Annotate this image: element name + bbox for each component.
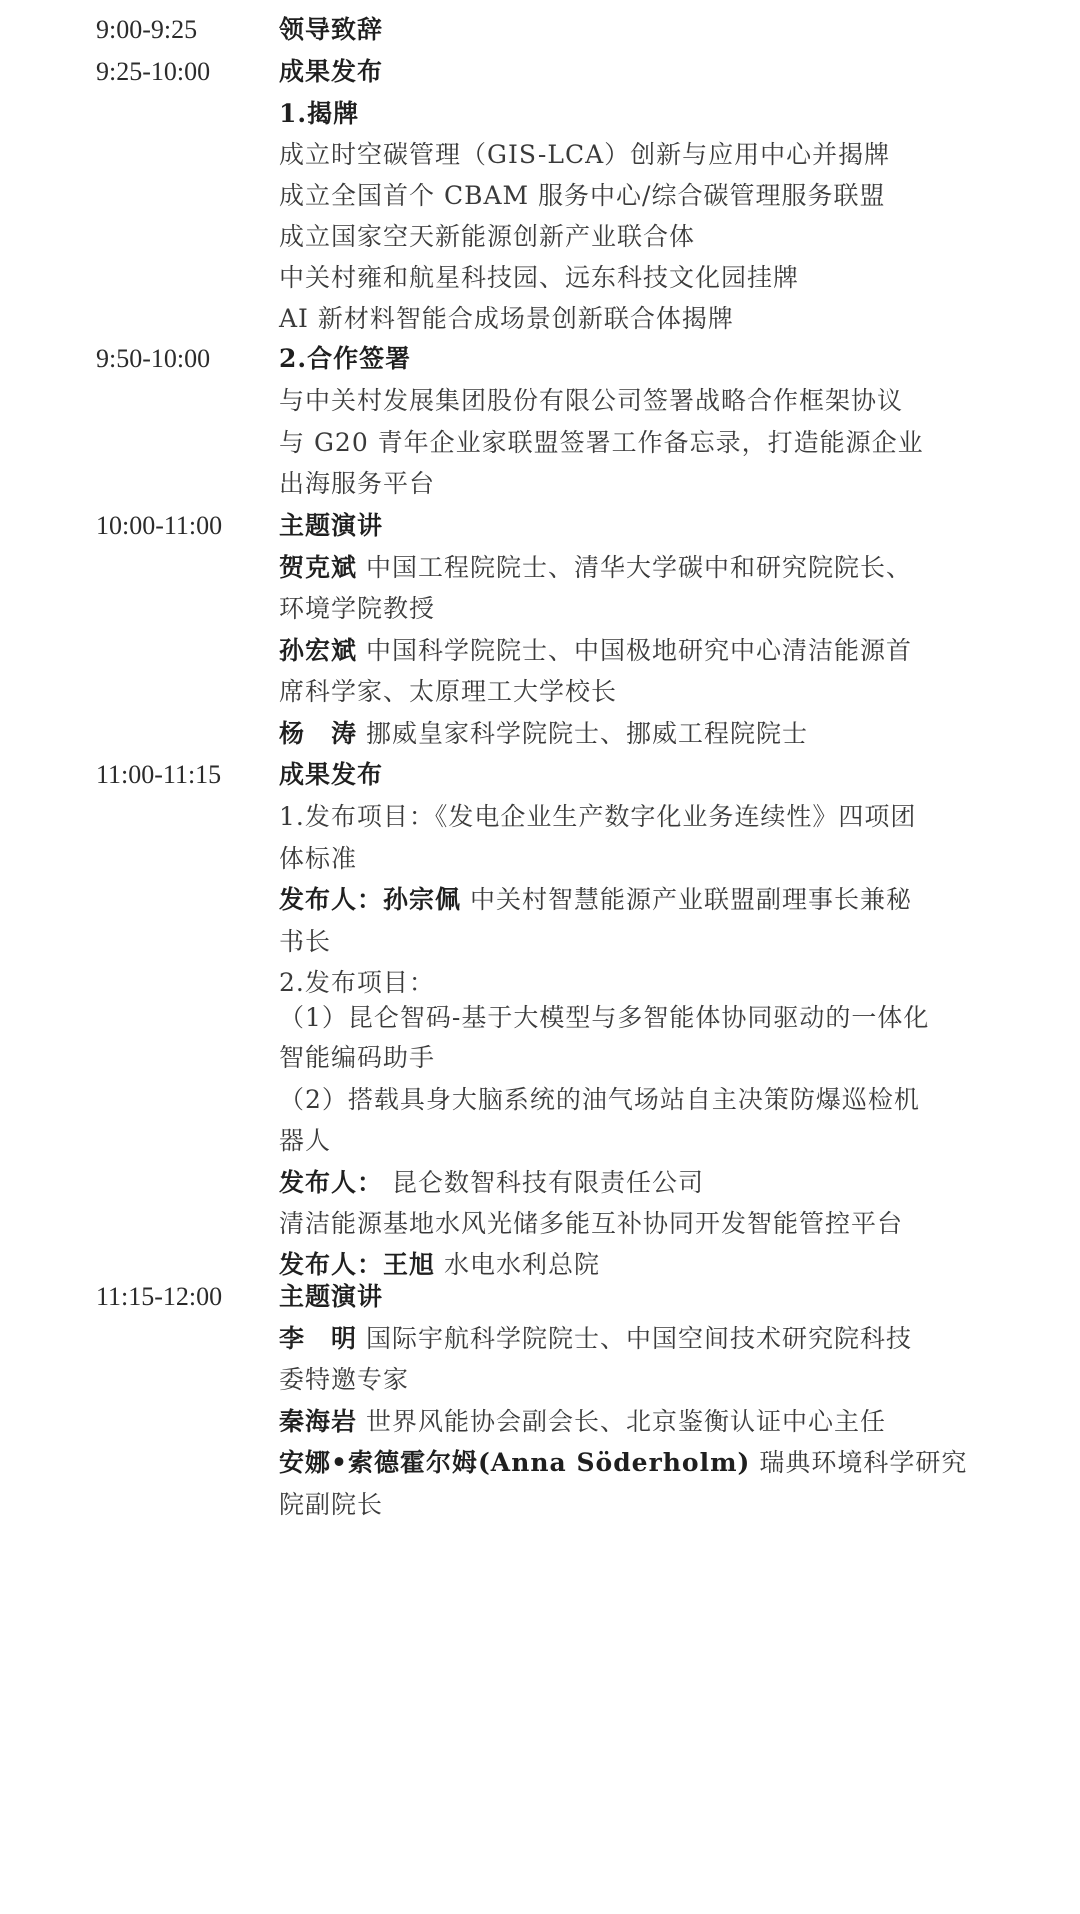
speaker-line xyxy=(279,714,808,754)
publisher-name: 发布人：孙宗佩 xyxy=(279,885,462,914)
speaker-name: 安娜•索德霍尔姆(Anna Söderholm) xyxy=(279,1448,751,1477)
publisher-line xyxy=(279,1163,704,1203)
session-time: 10:00-11:00 xyxy=(96,511,223,540)
session-time: 9:25-10:00 xyxy=(96,57,211,86)
speaker-name: 贺克斌 xyxy=(279,553,358,582)
agenda-item: 中关村雍和航星科技园、远东科技文化园挂牌 xyxy=(279,263,800,292)
speaker-title: 国际宇航科学院院士、中国空间技术研究院科技 xyxy=(365,1324,912,1353)
agenda-item: 与中关村发展集团股份有限公司签署战略合作框架协议 xyxy=(279,386,904,415)
speaker-title: 世界风能协会副会长、北京鉴衡认证中心主任 xyxy=(365,1407,886,1436)
agenda-item: 器人 xyxy=(279,1126,332,1155)
agenda-heading: 成果发布 xyxy=(279,57,384,86)
publisher-name: 发布人：王旭 xyxy=(279,1250,436,1279)
session-time: 9:00-9:25 xyxy=(96,15,198,44)
agenda-item: 与 G20 青年企业家联盟签署工作备忘录，打造能源企业 xyxy=(279,428,924,457)
speaker-name: 秦海岩 xyxy=(279,1407,358,1436)
publisher-title: 中关村智慧能源产业联盟副理事长兼秘 xyxy=(469,885,912,914)
agenda-heading: 主题演讲 xyxy=(279,511,384,540)
agenda-item: 院副院长 xyxy=(279,1490,384,1519)
agenda-item: （2）搭载具身大脑系统的油气场站自主决策防爆巡检机 xyxy=(279,1085,920,1114)
speaker-title: 中国工程院院士、清华大学碳中和研究院院长、 xyxy=(365,553,912,582)
speaker-name: 孙宏斌 xyxy=(279,636,358,665)
agenda-item: （1）昆仑智码-基于大模型与多智能体协同驱动的一体化 xyxy=(279,1003,930,1032)
agenda-heading: 成果发布 xyxy=(279,760,384,789)
agenda-item: 体标准 xyxy=(279,844,358,873)
agenda-item: 环境学院教授 xyxy=(279,594,436,623)
agenda-item: 智能编码助手 xyxy=(279,1043,436,1072)
agenda-item: 2.发布项目： xyxy=(279,968,435,997)
speaker-line xyxy=(279,548,912,588)
agenda-item: 出海服务平台 xyxy=(279,469,436,498)
agenda-item: 书长 xyxy=(279,927,332,956)
session-time: 11:00-11:15 xyxy=(96,760,222,789)
publisher-line xyxy=(279,880,912,920)
agenda-item: 清洁能源基地水风光储多能互补协同开发智能管控平台 xyxy=(279,1209,904,1238)
speaker-title: 挪威皇家科学院院士、挪威工程院院士 xyxy=(365,719,808,748)
agenda-heading: 主题演讲 xyxy=(279,1282,384,1311)
publisher-name: 发布人： xyxy=(279,1168,384,1197)
speaker-name: 杨 涛 xyxy=(279,719,358,748)
speaker-line xyxy=(279,1443,967,1483)
speaker-line xyxy=(279,1402,886,1442)
agenda-heading: 领导致辞 xyxy=(279,15,384,44)
agenda-item: 成立国家空天新能源创新产业联合体 xyxy=(279,222,696,251)
agenda-subheading: 2.合作签署 xyxy=(279,344,412,373)
agenda-item: 委特邀专家 xyxy=(279,1365,410,1394)
agenda-subheading: 1.揭牌 xyxy=(279,99,360,128)
publisher-title: 昆仑数智科技有限责任公司 xyxy=(391,1168,704,1197)
agenda-item: 席科学家、太原理工大学校长 xyxy=(279,677,618,706)
speaker-line xyxy=(279,631,912,671)
agenda-item: 成立时空碳管理（GIS-LCA）创新与应用中心并揭牌 xyxy=(279,140,891,169)
speaker-line xyxy=(279,1319,912,1359)
speaker-name: 李 明 xyxy=(279,1324,358,1353)
agenda-item: 1.发布项目：《发电企业生产数字化业务连续性》四项团 xyxy=(279,802,917,831)
agenda-item: 成立全国首个 CBAM 服务中心/综合碳管理服务联盟 xyxy=(279,181,886,210)
speaker-title: 瑞典环境科学研究 xyxy=(759,1448,968,1477)
speaker-title: 中国科学院院士、中国极地研究中心清洁能源首 xyxy=(365,636,912,665)
session-time: 9:50-10:00 xyxy=(96,344,211,373)
publisher-title: 水电水利总院 xyxy=(443,1250,600,1279)
session-time: 11:15-12:00 xyxy=(96,1282,223,1311)
agenda-item: AI 新材料智能合成场景创新联合体揭牌 xyxy=(279,304,734,333)
